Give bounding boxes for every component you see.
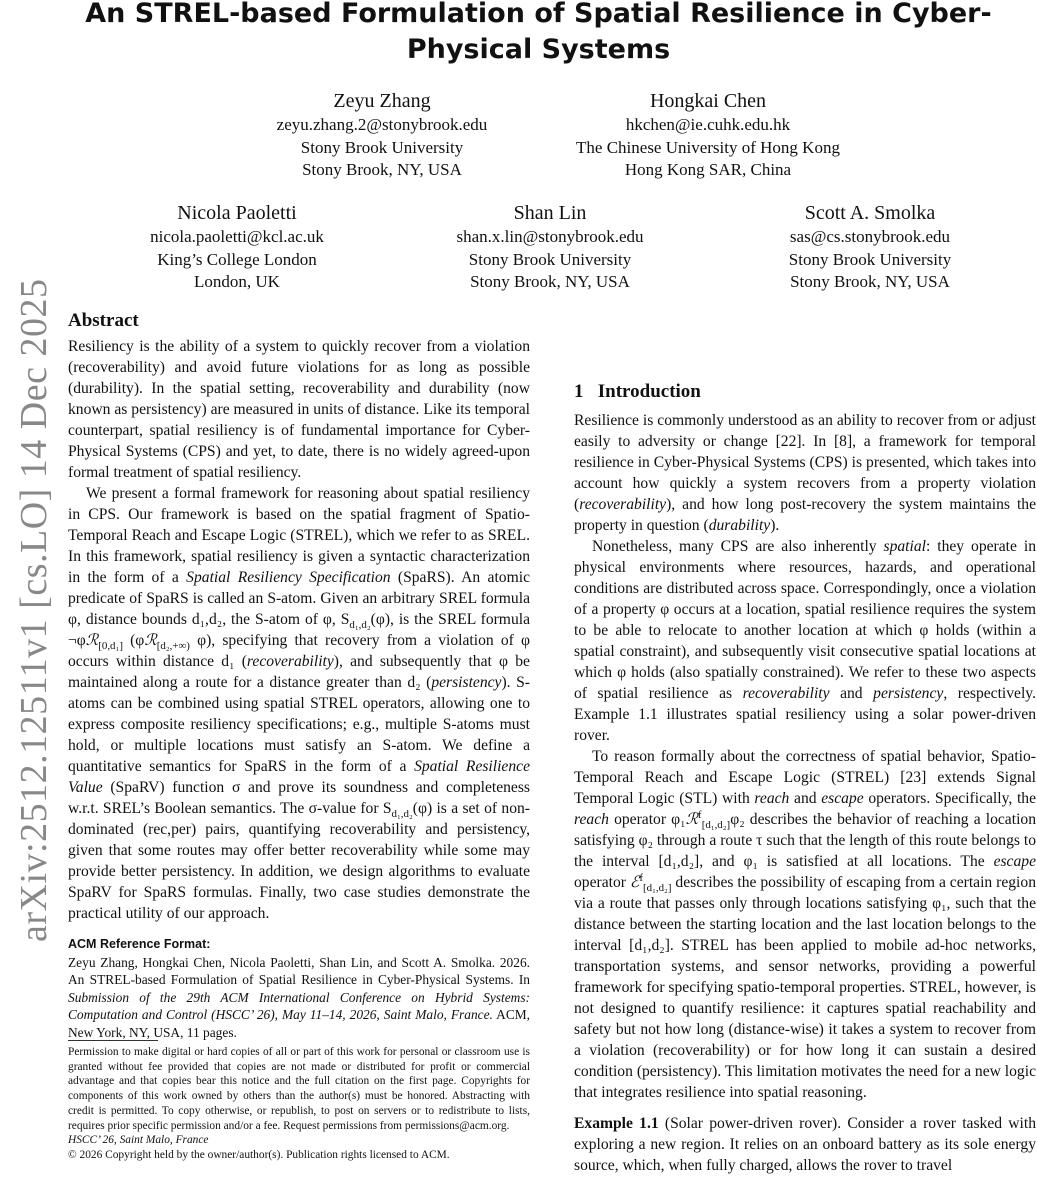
acm-reference-text: Zeyu Zhang, Hongkai Chen, Nicola Paoletti, Shan Lin, and Scott A. Smolka. 2026. An STREL-based Formulation of Spatial Resilience in Cyber-Physical Systems. In Submission of the 29th ACM International Conference on Hybrid Systems: Computation and Control (HSCC’ 26), May 11–14, 2026, Saint Malo, France. ACM, New York, NY, USA, 11 pages. <box>68 954 530 1040</box>
example-paragraph: Example 1.1 (Solar power-driven rover). Consider a rover tasked with exploring a new region. It relies on an onboard battery as its sole energy source, which, when fully charged, allows the rover to travel <box>574 1115 1036 1174</box>
acm-reference-heading: ACM Reference Format: <box>68 937 211 951</box>
author-block <box>232 88 532 182</box>
author-block <box>735 200 1005 294</box>
intro-paragraph: Nonetheless, many CPS are also inherently spatial: they operate in physical environments where resources, hazards, and operational conditions are distributed across space. Correspondingly, once a violation of a property φ occurs at a location, spatial resilience requires the system to be able to relocate to another location at which φ holds (within a spatial constraint), and subsequently visit consecutive spatial locations at which φ holds (also spatially constrained). We refer to these two aspects of spatial resilience as recoverability and persistency, respectively. Example 1.1 illustrates spatial resiliency using a solar power-driven rover. <box>574 538 1036 744</box>
author-email[interactable]: shan.x.lin@stonybrook.edu <box>456 227 644 246</box>
venue-text: HSCC’ 26, Saint Malo, France <box>68 1134 209 1147</box>
author-block <box>415 200 685 294</box>
author-location: London, UK <box>194 272 280 291</box>
author-affiliation: King’s College London <box>157 249 317 269</box>
copyright-text: © 2026 Copyright held by the owner/author(s). Publication rights licensed to ACM. <box>68 1148 450 1161</box>
author-email[interactable]: nicola.paoletti@kcl.ac.uk <box>150 227 324 246</box>
author-name: Nicola Paoletti <box>177 202 297 224</box>
abstract-heading: Abstract <box>68 310 139 331</box>
introduction-heading: 1 Introduction <box>574 381 701 402</box>
author-affiliation: Stony Brook University <box>788 249 952 269</box>
right-column <box>574 312 1036 1176</box>
author-affiliation: Stony Brook University <box>468 249 632 269</box>
author-location: Stony Brook, NY, USA <box>470 272 630 291</box>
intro-paragraph: Resilience is commonly understood as an ability to recover from or adjust easily to adversity or change [22]. In [8], a framework for temporal resilience in Cyber-Physical Systems (CPS) is presented, which takes into account how quickly a system recovers from a property violation (recoverability), and how long post-recovery the system maintains the property in question (durability). <box>574 412 1036 534</box>
author-location: Hong Kong SAR, China <box>624 160 792 179</box>
author-affiliation: Stony Brook University <box>300 137 464 157</box>
author-block <box>112 200 362 294</box>
author-location: Stony Brook, NY, USA <box>790 272 950 291</box>
author-name: Hongkai Chen <box>649 90 767 112</box>
author-name: Shan Lin <box>513 202 587 224</box>
author-email[interactable]: zeyu.zhang.2@stonybrook.edu <box>276 115 488 134</box>
author-email[interactable]: hkchen@ie.cuhk.edu.hk <box>625 115 791 134</box>
acm-reference <box>68 936 530 1041</box>
author-block <box>548 88 868 182</box>
footnote-rule <box>68 1040 158 1041</box>
author-name: Scott A. Smolka <box>804 202 936 224</box>
reference-continuation <box>574 312 1036 374</box>
permission-footnote <box>68 1040 530 1163</box>
abstract-paragraph: Resiliency is the ability of a system to quickly recover from a violation (recoverability) and avoid future violations for as long as possible (durability). In the spatial setting, recoverability and durability (now known as persistency) are measured in units of distance. Like its temporal counterpart, spatial resiliency is of fundamental importance for Cyber-Physical Systems (CPS) and yet, to date, there is no widely agreed-upon formal treatment of spatial resiliency. <box>68 338 530 481</box>
permission-text: Permission to make digital or hard copies of all or part of this work for personal or classroom use is granted without fee provided that copies are not made or distributed for profit or commercial advantage and that copies bear this notice and the full citation on the first page. Copyrights for components of this work owned by others than the author(s) must be honored. Abstracting with credit is permitted. To copy otherwise, or republish, to post on servers or to redistribute to lists, requires prior specific permission and/or a fee. Request permissions from permissions@acm.org. <box>68 1046 530 1132</box>
abstract-paragraph: We present a formal framework for reasoning about spatial resiliency in CPS. Our framework is based on the spatial fragment of Spatio-Temporal Reach and Escape Logic (STREL), which we refer to as SREL. In this framework, spatial resiliency is given a syntactic characterization in the form of a Spatial Resiliency Specification (SpaRS). An atomic predicate of SpaRS is called an S-atom. Given an arbitrary SREL formula φ, distance bounds d₁,d₂, the S-atom of φ, $S_{d_1,d_2}(\varphi)$, is the SREL formula ¬φℛ$_{[0,d_1]}$ (φℛ$_{[d_2,+\infty)}$ φ), specifying that recovery from a violation of φ occurs within distance d₁ (recoverability), and subsequently that φ be maintained along a route for a distance greater than d₂ (persistency). S-atoms can be combined using spatial STREL operators, allowing one to express composite resiliency specifications; e.g., multiple S-atoms must hold, or multiple locations must satisfy an S-atom. We define a quantitative semantics for SpaRS in the form of a Spatial Resilience Value (SpaRV) function σ and prove its soundness and completeness w.r.t. SREL’s Boolean semantics. The σ-value for $S_{d_1,d_2}(\varphi)$ is a set of non-dominated (rec,per) pairs, quantifying recoverability and persistency, given that some routes may offer better recoverability while some may provide better persistency. In addition, we design algorithms to evaluate SpaRV for SpaRS formulas. Finally, two case studies demonstrate the practical utility of our approach. <box>68 485 531 922</box>
author-email[interactable]: sas@cs.stonybrook.edu <box>789 227 951 246</box>
author-location: Stony Brook, NY, USA <box>302 160 462 179</box>
author-name: Zeyu Zhang <box>333 90 431 112</box>
author-affiliation: The Chinese University of Hong Kong <box>576 137 840 157</box>
intro-paragraph: To reason formally about the correctness of spatial behavior, Spatio-Temporal Reach and Escape Logic (STREL) [23] extends Signal Temporal Logic (STL) with reach and escape operators. Specifically, the reach operator φ₁ℛ$^f_{[d_1,d_2]}$φ₂ describes the behavior of reaching a location satisfying φ₂ through a route τ such that the length of this route belongs to the interval [d₁,d₂], and φ₁ is satisfied at all locations. The escape operator ℰ$^f_{[d_1,d_2]}$ describes the possibility of escaping from a certain region via a route that passes only through locations satisfying φ₁, such that the distance between the starting location and the last location belongs to the interval [d₁,d₂]. STREL has been applied to mobile ad-hoc networks, transportation systems, and sensor networks, providing a powerful framework for specifying spatio-temporal properties. STREL, however, is not designed to quantify resilience: it captures spatial reachability and safety but not how long (distance-wise) it takes a system to recover from a violation (recoverability) or for how long it can sustain a desired condition (persistency). This limitation motivates the need for a new logic that integrates resilience into spatial reasoning. <box>574 748 1036 1101</box>
arxiv-stamp: arXiv:2512.12511v1 [cs.LO] 14 Dec 2025 <box>13 278 55 942</box>
left-column <box>68 309 530 1041</box>
paper-title: An STREL-based Formulation of Spatial Resilience in Cyber-Physical Systems <box>85 0 992 65</box>
